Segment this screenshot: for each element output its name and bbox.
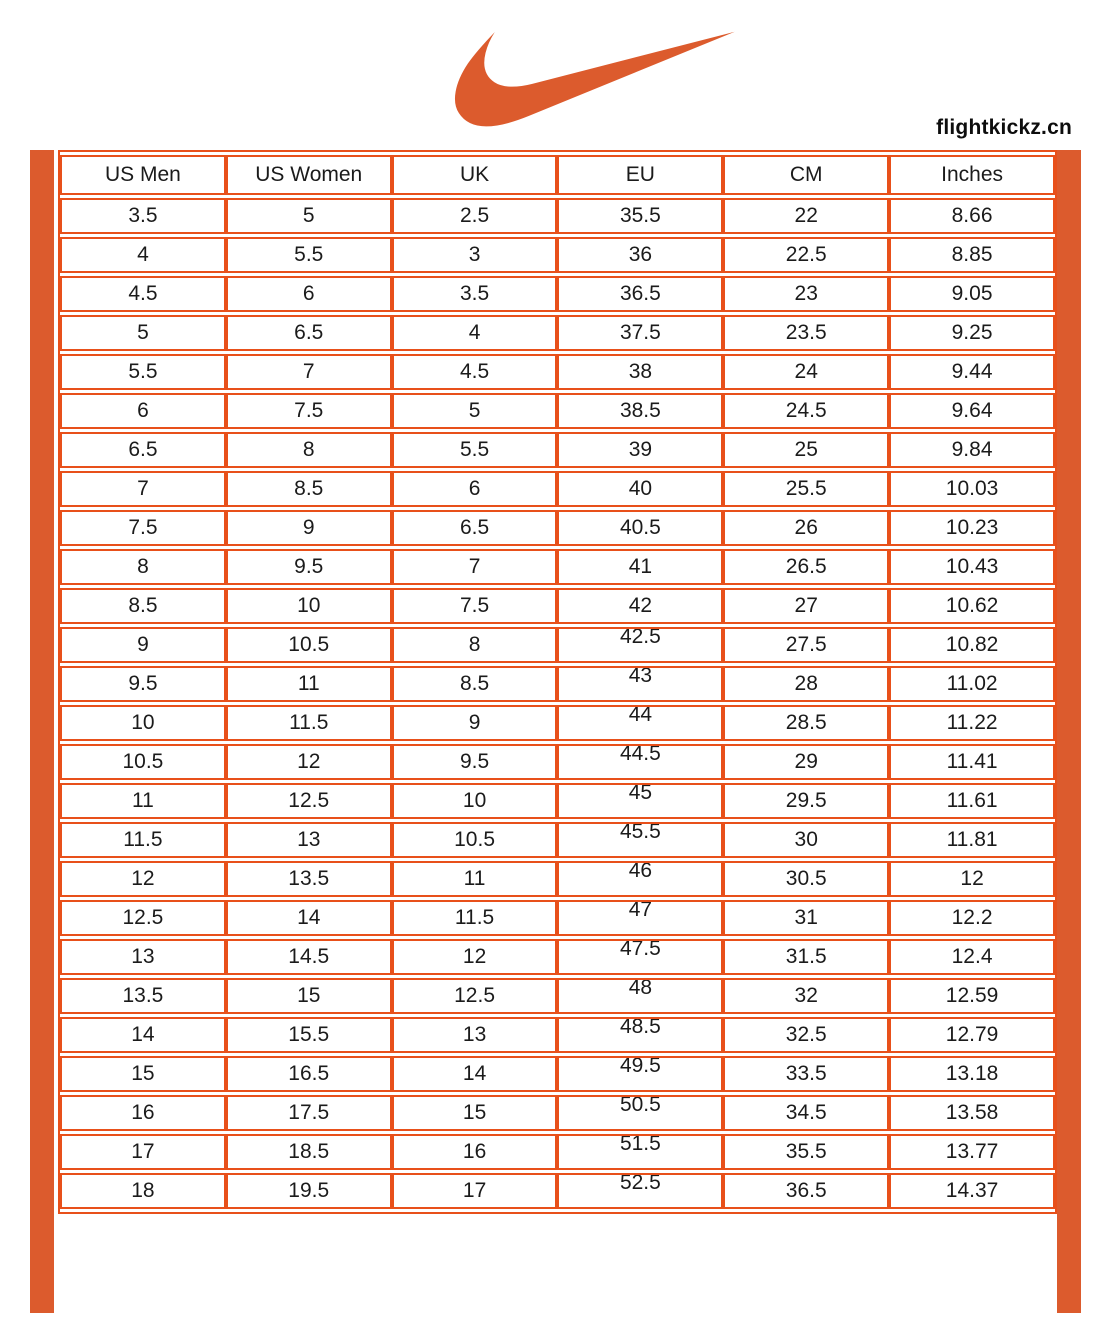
table-cell: 10.82 [889, 627, 1055, 663]
table-cell: 8.5 [60, 588, 226, 624]
table-cell: 29.5 [723, 783, 889, 819]
eu-value-raised: 44.5 [619, 744, 661, 765]
table-cell: 11 [60, 783, 226, 819]
table-cell: 5.5 [226, 237, 392, 273]
table-cell: 22 [723, 198, 889, 234]
table-cell: 24 [723, 354, 889, 390]
left-orange-rail [30, 150, 54, 1313]
table-cell: 11.5 [392, 900, 558, 936]
table-cell: 15.5 [226, 1017, 392, 1053]
column-header: US Men [60, 155, 226, 195]
table-cell: 10.03 [889, 471, 1055, 507]
table-cell: 13.58 [889, 1095, 1055, 1131]
table-cell: 6.5 [60, 432, 226, 468]
size-table-head [60, 155, 1055, 195]
table-cell: 13 [60, 939, 226, 975]
size-table [58, 150, 1057, 1214]
table-cell: 5.5 [60, 354, 226, 390]
table-cell: 8.85 [889, 237, 1055, 273]
table-cell: 38 [557, 354, 723, 390]
eu-value-raised: 52.5 [619, 1173, 661, 1194]
eu-value-raised: 47.5 [619, 939, 661, 960]
table-row [60, 471, 1055, 507]
table-cell: 11.81 [889, 822, 1055, 858]
table-cell [557, 861, 723, 897]
table-cell: 40 [557, 471, 723, 507]
table-cell: 16 [392, 1134, 558, 1170]
table-cell: 13.5 [60, 978, 226, 1014]
table-cell: 10.5 [226, 627, 392, 663]
table-cell: 5 [226, 198, 392, 234]
table-cell: 9.5 [392, 744, 558, 780]
table-cell: 10.62 [889, 588, 1055, 624]
table-cell: 11.41 [889, 744, 1055, 780]
column-header: Inches [889, 155, 1055, 195]
table-cell: 28.5 [723, 705, 889, 741]
table-row [60, 822, 1055, 858]
header-row [60, 155, 1055, 195]
table-cell [557, 1134, 723, 1170]
table-cell: 10.5 [392, 822, 558, 858]
table-row [60, 1095, 1055, 1131]
table-cell: 6 [226, 276, 392, 312]
eu-value-raised: 45.5 [619, 822, 661, 843]
table-cell: 15 [392, 1095, 558, 1131]
table-cell: 9.25 [889, 315, 1055, 351]
table-cell: 30.5 [723, 861, 889, 897]
table-cell: 6 [60, 393, 226, 429]
table-cell: 12.4 [889, 939, 1055, 975]
table-cell: 15 [226, 978, 392, 1014]
table-row [60, 1173, 1055, 1209]
table-cell: 31 [723, 900, 889, 936]
column-header: CM [723, 155, 889, 195]
table-cell: 4.5 [60, 276, 226, 312]
table-cell: 9.44 [889, 354, 1055, 390]
column-header: US Women [226, 155, 392, 195]
table-cell: 9 [392, 705, 558, 741]
table-row [60, 276, 1055, 312]
table-cell [557, 978, 723, 1014]
table-cell: 8 [226, 432, 392, 468]
table-cell [557, 666, 723, 702]
table-cell: 8 [392, 627, 558, 663]
table-cell: 31.5 [723, 939, 889, 975]
table-row [60, 510, 1055, 546]
table-cell: 32.5 [723, 1017, 889, 1053]
eu-value-raised: 47 [628, 900, 653, 921]
table-cell: 25 [723, 432, 889, 468]
table-cell: 13.77 [889, 1134, 1055, 1170]
table-cell [557, 1095, 723, 1131]
table-cell: 25.5 [723, 471, 889, 507]
table-cell: 10.43 [889, 549, 1055, 585]
table-cell: 40.5 [557, 510, 723, 546]
size-table-wrap [58, 150, 1057, 1214]
table-cell [557, 705, 723, 741]
table-cell: 16.5 [226, 1056, 392, 1092]
table-cell: 14 [60, 1017, 226, 1053]
table-cell: 5 [60, 315, 226, 351]
table-cell: 8.5 [392, 666, 558, 702]
table-row [60, 237, 1055, 273]
table-cell: 39 [557, 432, 723, 468]
table-cell [557, 627, 723, 663]
eu-value-raised: 46 [628, 861, 653, 882]
table-cell: 36 [557, 237, 723, 273]
table-cell: 13.5 [226, 861, 392, 897]
table-cell: 23.5 [723, 315, 889, 351]
table-cell: 14.37 [889, 1173, 1055, 1209]
table-cell: 12.59 [889, 978, 1055, 1014]
table-row [60, 315, 1055, 351]
table-cell: 3.5 [60, 198, 226, 234]
table-cell: 11.5 [226, 705, 392, 741]
table-cell: 10.5 [60, 744, 226, 780]
table-cell: 8.5 [226, 471, 392, 507]
table-cell: 34.5 [723, 1095, 889, 1131]
table-cell: 11 [226, 666, 392, 702]
eu-value-raised: 51.5 [619, 1134, 661, 1155]
table-cell: 14 [226, 900, 392, 936]
table-cell: 9.5 [226, 549, 392, 585]
table-cell: 11.61 [889, 783, 1055, 819]
table-cell [557, 822, 723, 858]
eu-value-raised: 45 [628, 783, 653, 804]
table-cell: 11 [392, 861, 558, 897]
table-cell: 13 [226, 822, 392, 858]
table-cell: 4 [60, 237, 226, 273]
table-cell: 12.5 [392, 978, 558, 1014]
table-cell: 3 [392, 237, 558, 273]
column-header: EU [557, 155, 723, 195]
table-cell: 16 [60, 1095, 226, 1131]
table-cell [557, 1173, 723, 1209]
eu-value-raised: 43 [628, 666, 653, 687]
table-row [60, 588, 1055, 624]
table-cell: 22.5 [723, 237, 889, 273]
size-table-body [60, 198, 1055, 1209]
table-cell: 17 [392, 1173, 558, 1209]
eu-value-raised: 42.5 [619, 627, 661, 648]
table-cell: 8.66 [889, 198, 1055, 234]
eu-value-raised: 49.5 [619, 1056, 661, 1077]
table-cell [557, 744, 723, 780]
table-cell: 18.5 [226, 1134, 392, 1170]
table-cell: 7.5 [392, 588, 558, 624]
table-cell: 7 [392, 549, 558, 585]
table-row [60, 1056, 1055, 1092]
table-cell: 10 [60, 705, 226, 741]
right-orange-rail [1057, 150, 1081, 1313]
table-row [60, 393, 1055, 429]
table-cell: 29 [723, 744, 889, 780]
table-cell [557, 783, 723, 819]
table-cell: 37.5 [557, 315, 723, 351]
table-cell: 7 [226, 354, 392, 390]
nike-swoosh-icon [453, 16, 737, 143]
table-row [60, 432, 1055, 468]
table-cell: 6 [392, 471, 558, 507]
eu-value-raised: 50.5 [619, 1095, 661, 1116]
table-row [60, 861, 1055, 897]
table-cell: 9.05 [889, 276, 1055, 312]
table-cell: 15 [60, 1056, 226, 1092]
table-row [60, 1134, 1055, 1170]
table-cell: 6.5 [392, 510, 558, 546]
table-row [60, 198, 1055, 234]
table-cell: 9 [60, 627, 226, 663]
table-row [60, 627, 1055, 663]
table-cell: 14 [392, 1056, 558, 1092]
table-row [60, 666, 1055, 702]
table-cell: 4 [392, 315, 558, 351]
table-row [60, 744, 1055, 780]
table-cell: 38.5 [557, 393, 723, 429]
table-row [60, 705, 1055, 741]
table-cell: 5.5 [392, 432, 558, 468]
table-cell: 35.5 [723, 1134, 889, 1170]
table-row [60, 549, 1055, 585]
table-cell: 10.23 [889, 510, 1055, 546]
table-cell: 30 [723, 822, 889, 858]
table-cell: 19.5 [226, 1173, 392, 1209]
eu-value-raised: 48 [628, 978, 653, 999]
table-cell: 9 [226, 510, 392, 546]
table-cell: 33.5 [723, 1056, 889, 1092]
table-row [60, 783, 1055, 819]
table-cell: 41 [557, 549, 723, 585]
table-cell: 11.02 [889, 666, 1055, 702]
table-cell: 13 [392, 1017, 558, 1053]
table-cell: 9.64 [889, 393, 1055, 429]
table-cell: 17.5 [226, 1095, 392, 1131]
table-cell: 12.79 [889, 1017, 1055, 1053]
table-cell: 23 [723, 276, 889, 312]
table-cell: 10 [392, 783, 558, 819]
table-cell: 3.5 [392, 276, 558, 312]
table-cell: 6.5 [226, 315, 392, 351]
table-cell: 12.5 [60, 900, 226, 936]
eu-value-raised: 48.5 [619, 1017, 661, 1038]
table-cell [557, 900, 723, 936]
table-cell: 17 [60, 1134, 226, 1170]
table-row [60, 354, 1055, 390]
table-cell: 4.5 [392, 354, 558, 390]
table-cell: 28 [723, 666, 889, 702]
table-cell: 27.5 [723, 627, 889, 663]
table-cell [557, 1017, 723, 1053]
table-cell: 13.18 [889, 1056, 1055, 1092]
table-cell: 36.5 [557, 276, 723, 312]
table-cell: 11.5 [60, 822, 226, 858]
table-cell: 9.84 [889, 432, 1055, 468]
column-header: UK [392, 155, 558, 195]
table-cell: 12 [889, 861, 1055, 897]
table-cell: 26 [723, 510, 889, 546]
eu-value-raised: 44 [628, 705, 653, 726]
site-name: flightkickz.cn [936, 116, 1072, 139]
table-cell: 32 [723, 978, 889, 1014]
table-row [60, 978, 1055, 1014]
table-row [60, 1017, 1055, 1053]
table-cell: 5 [392, 393, 558, 429]
table-cell: 12 [226, 744, 392, 780]
table-cell: 10 [226, 588, 392, 624]
table-row [60, 939, 1055, 975]
table-cell: 8 [60, 549, 226, 585]
table-cell: 2.5 [392, 198, 558, 234]
table-cell: 18 [60, 1173, 226, 1209]
table-cell: 7 [60, 471, 226, 507]
table-row [60, 900, 1055, 936]
table-cell: 12 [392, 939, 558, 975]
table-cell: 35.5 [557, 198, 723, 234]
table-cell: 27 [723, 588, 889, 624]
table-cell: 7.5 [60, 510, 226, 546]
table-cell: 7.5 [226, 393, 392, 429]
brand-band [0, 0, 1100, 150]
table-cell: 9.5 [60, 666, 226, 702]
table-cell: 12 [60, 861, 226, 897]
table-cell: 26.5 [723, 549, 889, 585]
table-cell: 24.5 [723, 393, 889, 429]
table-cell: 11.22 [889, 705, 1055, 741]
table-cell [557, 1056, 723, 1092]
table-cell: 42 [557, 588, 723, 624]
table-cell [557, 939, 723, 975]
table-cell: 12.2 [889, 900, 1055, 936]
table-cell: 36.5 [723, 1173, 889, 1209]
table-cell: 12.5 [226, 783, 392, 819]
table-cell: 14.5 [226, 939, 392, 975]
